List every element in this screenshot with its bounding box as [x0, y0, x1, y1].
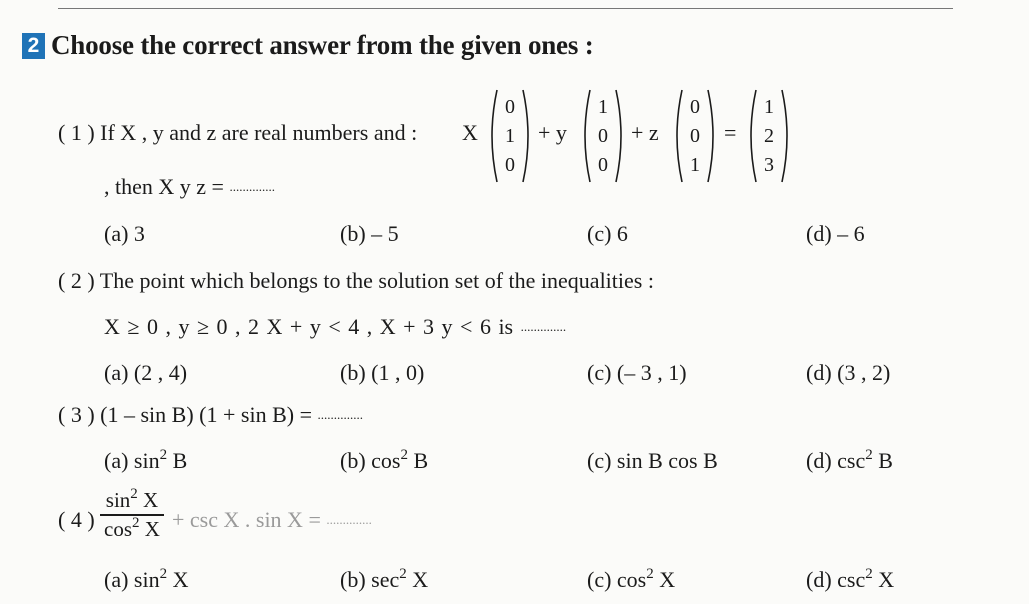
answer-blank: ..............	[229, 179, 275, 194]
right-paren	[521, 88, 535, 184]
option-func: cos	[616, 567, 647, 592]
q2-inequalities-line	[104, 314, 566, 340]
left-paren	[485, 88, 499, 184]
vector-entry: 0	[598, 153, 608, 176]
numerator-exp: 2	[130, 486, 138, 502]
q1-equals: =	[724, 120, 737, 145]
option-exponent: 2	[399, 566, 407, 582]
q2-option-d[interactable]: (d) (3 , 2)	[806, 360, 891, 385]
question-1	[58, 120, 417, 146]
option-exponent: 2	[865, 566, 873, 582]
denominator-func: cos	[104, 517, 133, 541]
option-arg: B	[878, 448, 893, 473]
fraction-numerator	[106, 488, 158, 513]
fraction-denominator	[104, 517, 160, 542]
section-number-badge: 2	[22, 33, 45, 59]
q1-vector-1	[485, 88, 535, 184]
vector-entry: 3	[764, 153, 774, 176]
q4-rest-text: + csc X . sin X =	[172, 507, 321, 532]
option-text: sin B cos B	[616, 448, 718, 473]
option-arg: B	[172, 448, 188, 473]
option-label: (c)	[587, 448, 612, 473]
q1-then-line	[104, 174, 275, 200]
option-func: csc	[837, 448, 866, 473]
option-arg: X	[659, 567, 676, 592]
option-func: csc	[837, 567, 866, 592]
option-label: (a)	[104, 448, 129, 473]
option-exponent: 2	[646, 566, 654, 582]
question-text: If X , y and z are real numbers and :	[100, 120, 418, 145]
numerator-arg: X	[143, 488, 159, 512]
vector-entry: 0	[690, 124, 700, 147]
q3-option-a[interactable]	[104, 448, 187, 474]
vector-entry: 0	[598, 124, 608, 147]
question-number: ( 3 )	[58, 402, 95, 427]
q4-option-a[interactable]	[104, 567, 189, 593]
vector-entry: 1	[598, 95, 608, 118]
right-paren	[614, 88, 628, 184]
q4-option-c[interactable]	[587, 567, 675, 593]
option-arg: X	[878, 567, 895, 592]
right-paren	[706, 88, 720, 184]
vector-entry: 1	[505, 124, 515, 147]
denominator-arg: X	[144, 517, 160, 541]
question-text: (1 – sin B) (1 + sin B) =	[100, 402, 312, 427]
option-label: (d)	[806, 567, 832, 592]
answer-blank: ..............	[326, 512, 372, 527]
option-func: sin	[133, 567, 160, 592]
answer-blank: ..............	[317, 407, 363, 422]
option-arg: X	[412, 567, 429, 592]
option-label: (b)	[340, 567, 366, 592]
question-number: ( 1 )	[58, 120, 95, 145]
q1-plus-z: + z	[631, 120, 659, 145]
left-paren	[744, 88, 758, 184]
vector-entry: 1	[690, 153, 700, 176]
q3-option-b[interactable]	[340, 448, 428, 474]
q1-vector-3	[670, 88, 720, 184]
option-label: (b)	[340, 448, 366, 473]
q4-rest	[172, 507, 372, 533]
vector-entry: 0	[690, 95, 700, 118]
numerator-func: sin	[105, 488, 131, 512]
q4-option-b[interactable]	[340, 567, 428, 593]
section-title: Choose the correct answer from the given ones :	[51, 30, 594, 60]
vector-entry: 2	[764, 124, 774, 147]
answer-blank: ..............	[520, 319, 567, 334]
q1-option-a[interactable]: (a) 3	[104, 221, 145, 246]
q1-coef-x: X	[462, 120, 478, 145]
option-exponent: 2	[865, 447, 873, 463]
option-func: cos	[371, 448, 401, 473]
q1-plus-y: + y	[538, 120, 567, 145]
q1-option-c[interactable]: (c) 6	[587, 221, 628, 246]
option-arg: X	[172, 567, 189, 592]
q2-inequalities: X ≥ 0 , y ≥ 0 , 2 X + y < 4 , X + 3 y < 6 is	[104, 314, 514, 339]
question-2	[58, 268, 654, 294]
option-label: (a)	[104, 567, 129, 592]
right-paren	[780, 88, 794, 184]
q2-option-c[interactable]: (c) (– 3 , 1)	[587, 360, 687, 385]
q2-option-b[interactable]: (b) (1 , 0)	[340, 360, 425, 385]
q1-vector-4	[744, 88, 794, 184]
left-paren	[670, 88, 684, 184]
vector-entry: 0	[505, 95, 515, 118]
q1-option-b[interactable]: (b) – 5	[340, 221, 399, 246]
question-4-number: ( 4 )	[58, 507, 95, 532]
vector-entry: 1	[764, 95, 774, 118]
question-text: The point which belongs to the solution set of the inequalities :	[99, 268, 654, 293]
question-3	[58, 402, 363, 428]
option-arg: B	[413, 448, 429, 473]
option-label: (c)	[587, 567, 612, 592]
top-rule	[58, 8, 953, 9]
q1-then-text: , then X y z =	[104, 174, 224, 199]
left-paren	[578, 88, 592, 184]
q1-option-d[interactable]: (d) – 6	[806, 221, 865, 246]
denominator-exp: 2	[132, 515, 140, 531]
option-exponent: 2	[159, 566, 168, 582]
section-heading	[22, 30, 594, 61]
option-label: (d)	[806, 448, 832, 473]
option-func: sec	[371, 567, 400, 592]
q2-option-a[interactable]: (a) (2 , 4)	[104, 360, 188, 385]
q4-option-d[interactable]	[806, 567, 894, 593]
vector-entry: 0	[505, 153, 515, 176]
option-func: sin	[133, 448, 160, 473]
option-exponent: 2	[400, 447, 408, 463]
q1-vector-2	[578, 88, 628, 184]
question-number: ( 2 )	[58, 268, 95, 293]
q3-option-c[interactable]	[587, 448, 718, 474]
q4-fraction	[100, 488, 164, 542]
q3-option-d[interactable]	[806, 448, 893, 474]
option-exponent: 2	[159, 447, 168, 463]
